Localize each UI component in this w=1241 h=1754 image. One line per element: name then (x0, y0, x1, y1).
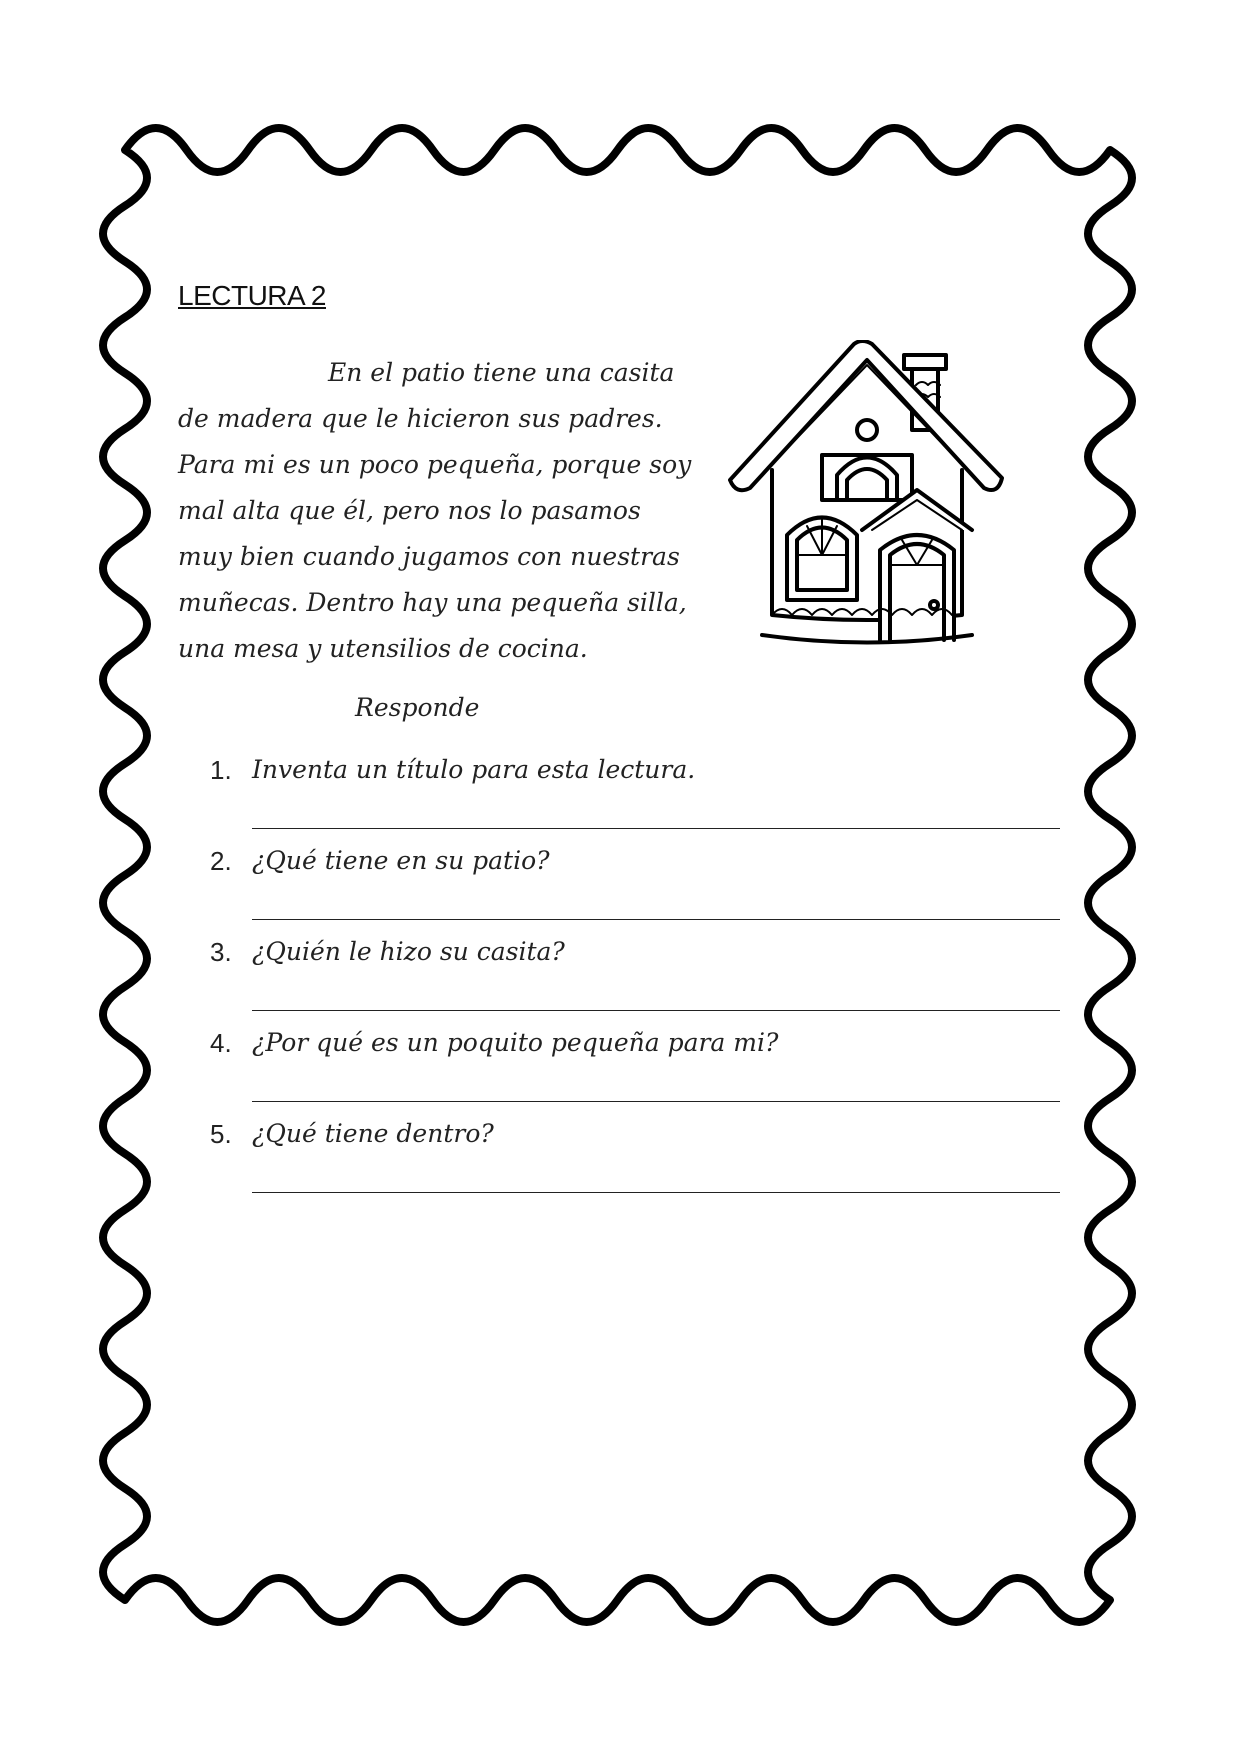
passage-line: muy bien cuando jugamos con nuestras (178, 542, 680, 571)
passage-line: Para mi es un poco pequeña, porque soy (178, 450, 692, 479)
question-number: 2. (210, 846, 232, 876)
question-number: 1. (210, 755, 232, 785)
question-list (210, 755, 1060, 1210)
passage-line: muñecas. Dentro hay una pequeña silla, (178, 588, 687, 617)
question-text: Inventa un título para esta lectura. (252, 755, 696, 784)
passage-line: una mesa y utensilios de cocina. (178, 634, 588, 663)
answer-line[interactable] (252, 1192, 1060, 1193)
question-text: ¿Por qué es un poquito pequeña para mi? (252, 1028, 779, 1057)
passage-line: de madera que le hicieron sus padres. (178, 404, 663, 433)
question-number: 3. (210, 937, 232, 967)
instruction-label: Responde (355, 693, 480, 722)
question-text: ¿Quién le hizo su casita? (252, 937, 565, 966)
question-number: 4. (210, 1028, 232, 1058)
question-text: ¿Qué tiene en su patio? (252, 846, 550, 875)
passage-line: mal alta que él, pero nos lo pasamos (178, 496, 641, 525)
answer-line[interactable] (252, 1101, 1060, 1102)
house-icon (722, 340, 1012, 660)
answer-line[interactable] (252, 828, 1060, 829)
answer-line[interactable] (252, 1010, 1060, 1011)
answer-line[interactable] (252, 919, 1060, 920)
question-item (210, 846, 1060, 937)
question-item (210, 1119, 1060, 1210)
question-item (210, 755, 1060, 846)
question-text: ¿Qué tiene dentro? (252, 1119, 494, 1148)
page-title: LECTURA 2 (178, 280, 326, 311)
passage-line: En el patio tiene una casita (328, 358, 675, 387)
question-item (210, 937, 1060, 1028)
reading-passage (178, 350, 718, 672)
question-item (210, 1028, 1060, 1119)
question-number: 5. (210, 1119, 232, 1149)
